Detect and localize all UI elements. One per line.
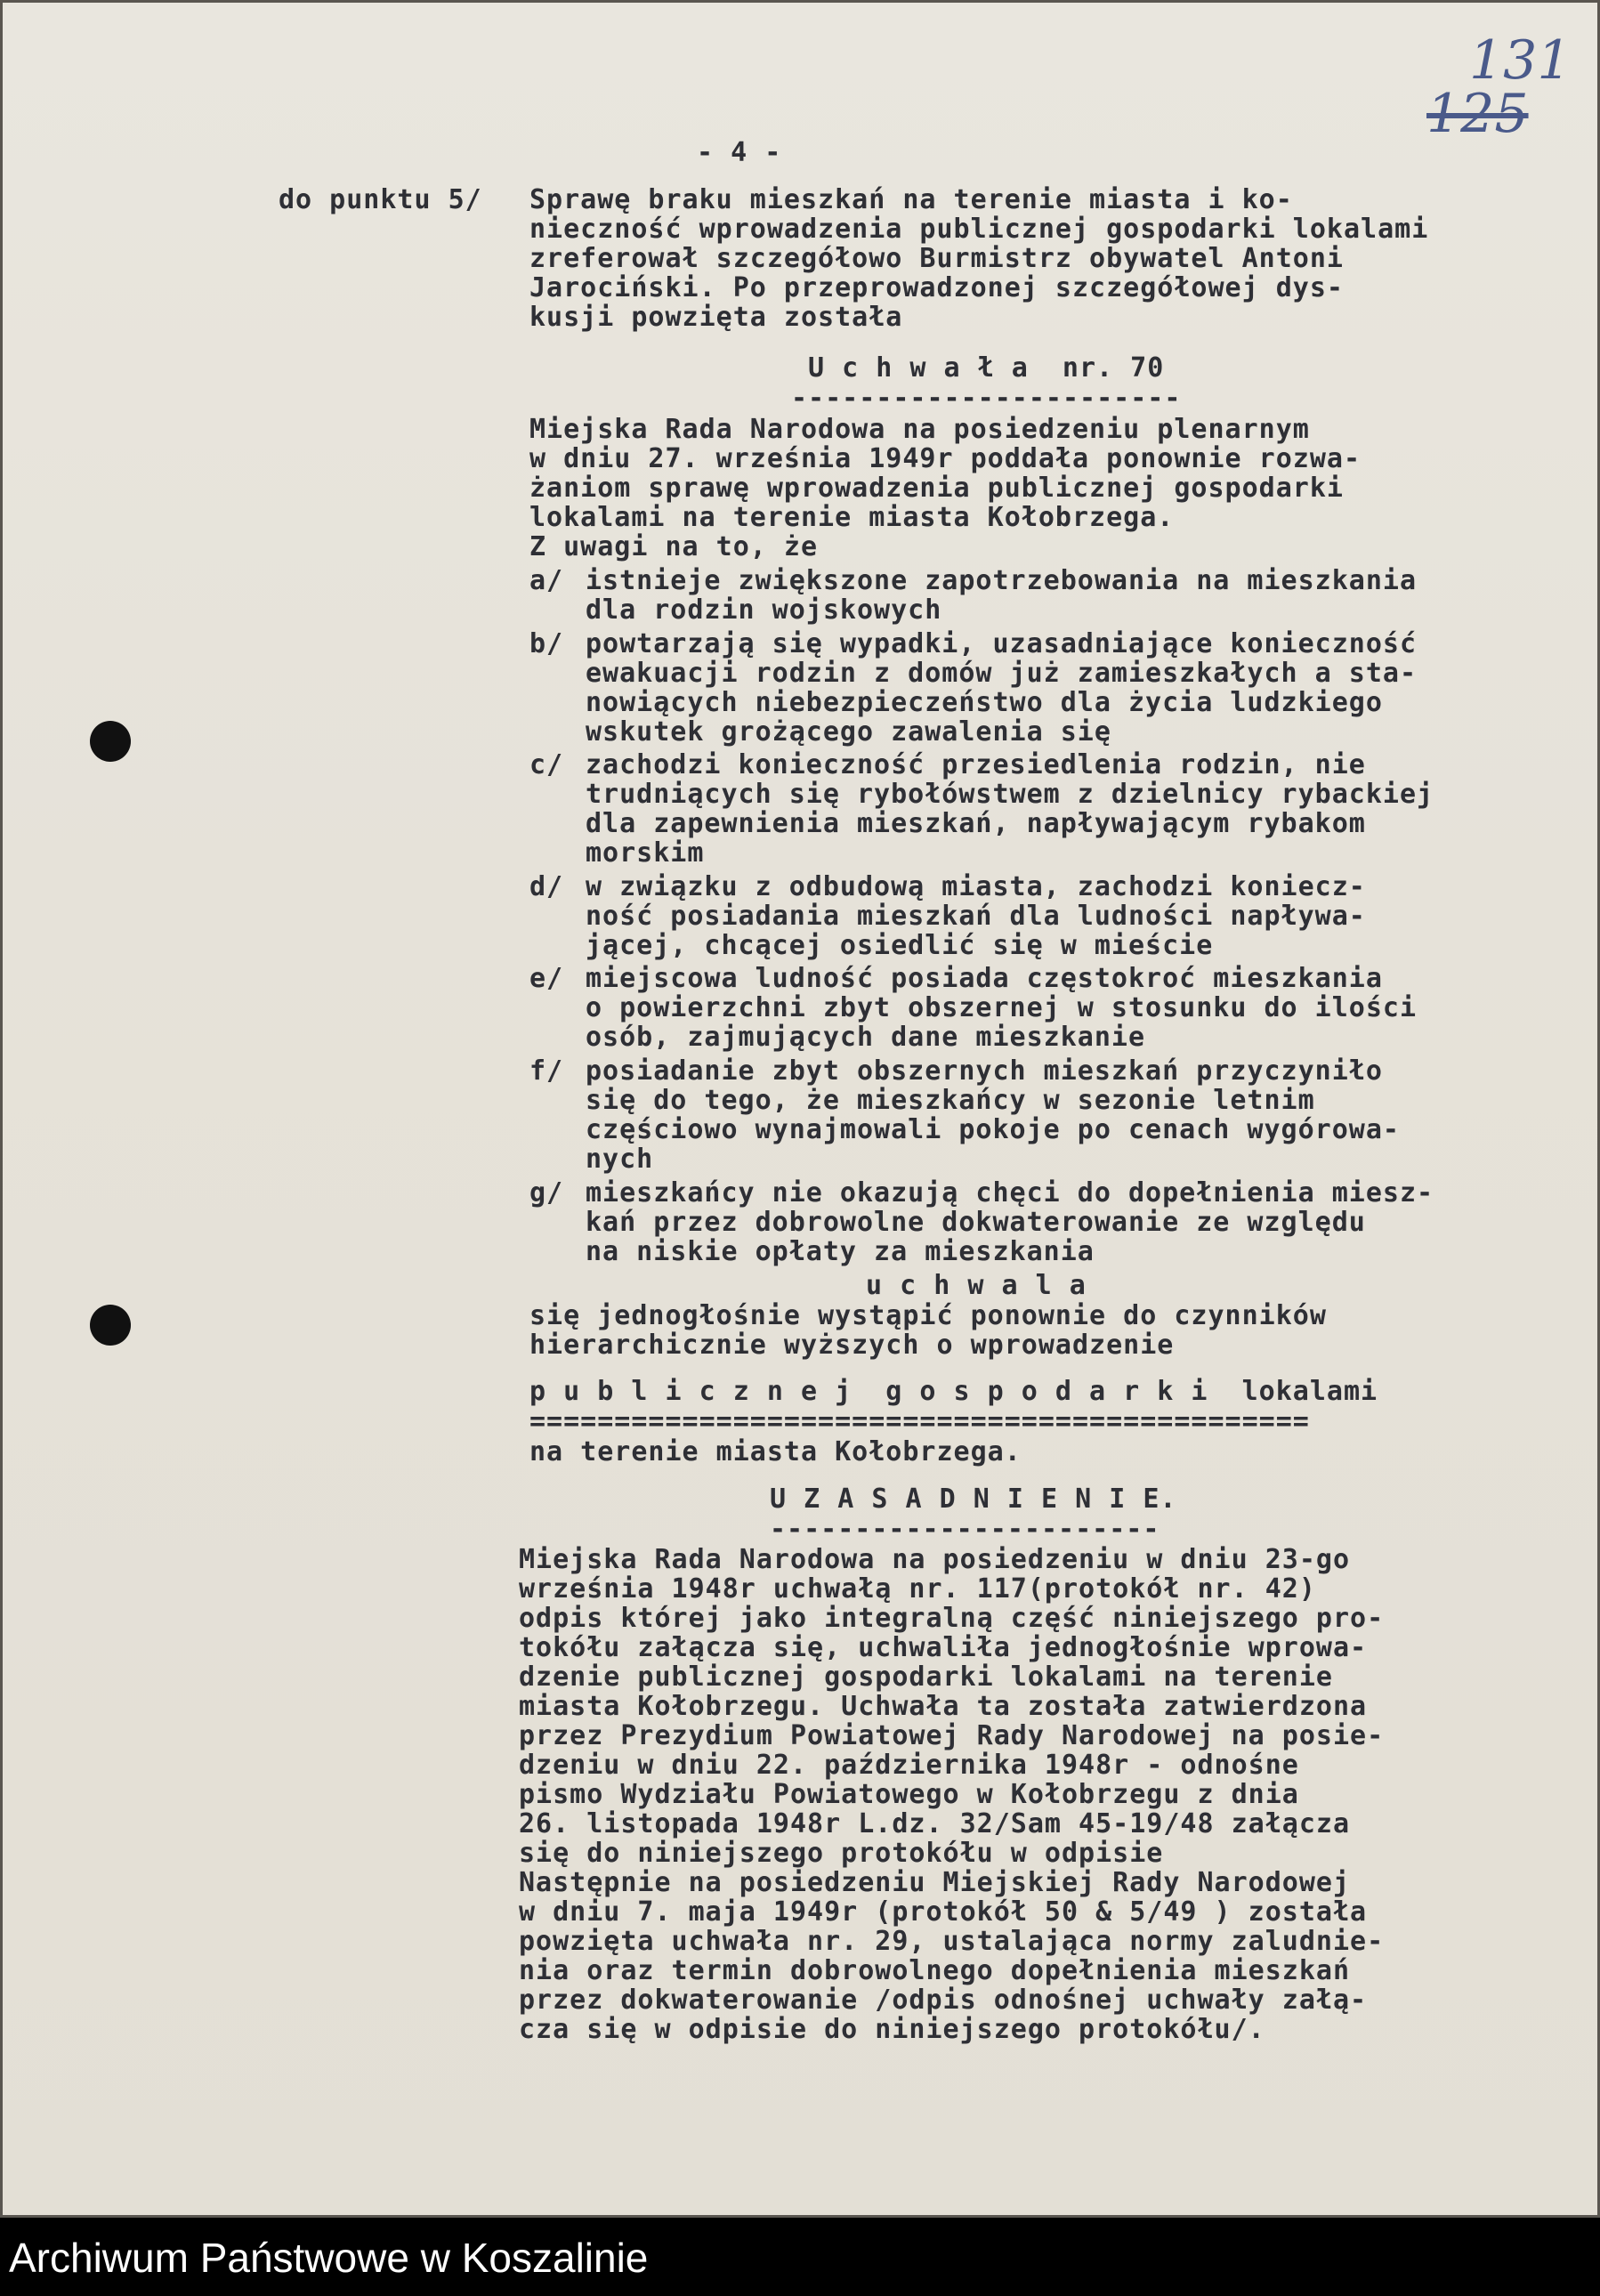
emphasis-tail: na terenie miasta Kołobrzega.	[529, 1436, 1022, 1467]
point-f-text: posiadanie zbyt obszernych mieszkań przyczyniło się do tego, że mieszkańcy w sezonie letnim częściowo wynajmowali pokoje po cenach wygórowa- nych	[586, 1055, 1400, 1175]
archive-name: Archiwum Państwowe w Koszalinie	[9, 2235, 649, 2281]
archive-footer-bar	[0, 2218, 1600, 2296]
resolution-body: Miejska Rada Narodowa na posiedzeniu plenarnym w dniu 27. września 1949r poddała ponownie rozwa- żaniom sprawę wprowadzenia publicznej gospodarki lokalami na terenie miasta Kołobrzega. Z uwagi na to, że	[529, 414, 1362, 562]
point-g-text: mieszkańcy nie okazują chęci do dopełnienia miesz- kań przez dobrowolne dokwaterowanie ze względu na niskie opłaty za mieszkania	[586, 1177, 1434, 1267]
archive-number-annotation: 131	[1469, 29, 1572, 92]
point-label: c/	[529, 749, 564, 780]
resolution-title: U c h w a ł a nr. 70	[808, 352, 1165, 384]
punch-hole	[90, 721, 131, 762]
decision-text: się jednogłośnie wystąpić ponownie do czynników hierarchicznie wyższych o wprowadzenie	[529, 1300, 1327, 1361]
point-d-text: w związku z odbudową miasta, zachodzi koniecz- ność posiadania mieszkań dla ludności napływa- jącej, chcącej osiedlić się w mieście	[586, 871, 1366, 961]
archive-number-struck-annotation: 125	[1426, 83, 1529, 145]
page-number: - 4 -	[697, 137, 782, 168]
resolution-title-underline: -----------------------	[791, 383, 1182, 414]
item-label: do punktu 5/	[279, 184, 482, 215]
justification-title-underline: -----------------------	[770, 1514, 1160, 1545]
point-label: a/	[529, 565, 564, 596]
point-label: f/	[529, 1055, 564, 1087]
point-e-text: miejscowa ludność posiada częstokroć mieszkania o powierzchni zbyt obszernej w stosunku do ilości osób, zajmujących dane mieszkanie	[586, 963, 1418, 1053]
point-a-text: istnieje zwiększone zapotrzebowania na mieszkania dla rodzin wojskowych	[586, 565, 1418, 626]
justification-paragraph: Miejska Rada Narodowa na posiedzeniu w dniu 23-go września 1948r uchwałą nr. 117(protokół nr. 42) odpis której jako integralną część niniejszego pro- tokółu załącza się, uchwaliła jednogłośnie wprowa- dzenie publicznej gospodarki lokalami na terenie miasta Kołobrzegu. Uchwała ta została zatwierdzona przez Prezydium Powiatowej Rady Narodowej na posie- dzeniu w dniu 22. października 1948r - odnośne pismo Wydziału Powiatowego w Kołobrzegu z dnia 26. listopada 1948r L.dz. 32/Sam 45-19/48 załącza się do niniejszego protokółu w odpisie Następnie na posiedzeniu Miejskiej Rady Narodowej w dniu 7. maja 1949r (protokół 50 & 5/49 ) została powzięta uchwała nr. 29, ustalająca normy zaludnie- nia oraz termin dobrowolnego dopełnienia mieszkań przez dokwaterowanie /odpis odnośnej uchwały załą- cza się w odpisie do niniejszego protokółu/.	[519, 1544, 1385, 2045]
intro-paragraph: Sprawę braku mieszkań na terenie miasta i ko- nieczność wprowadzenia publicznej gospodarki lokalami zreferował szczegółowo Burmistrz obywatel Antoni Jarociński. Po przeprowadzonej szczegółowej dys- kusji powzięta została	[529, 184, 1429, 333]
emphasis-double-underline: ==============================================	[529, 1406, 1310, 1437]
justification-title: U Z A S A D N I E N I E.	[770, 1484, 1177, 1515]
point-label: d/	[529, 871, 564, 902]
point-c-text: zachodzi konieczność przesiedlenia rodzin, nie trudniących się rybołówstwem z dzielnicy rybackiej dla zapewnienia mieszkań, napływającym rybakom morskim	[586, 749, 1434, 869]
punch-hole	[90, 1305, 131, 1346]
emphasis-line: p u b l i c z n e j g o s p o d a r k i lokalami	[529, 1376, 1378, 1407]
point-b-text: powtarzają się wypadki, uzasadniające konieczność ewakuacji rodzin z domów już zamieszkałych a sta- nowiących niebezpieczeństwo dla życia ludzkiego wskutek grożącego zawalenia się	[586, 628, 1418, 748]
uchwala-verb: u c h w a l a	[866, 1270, 1087, 1301]
point-label: e/	[529, 963, 564, 994]
point-label: b/	[529, 628, 564, 659]
point-label: g/	[529, 1177, 564, 1209]
